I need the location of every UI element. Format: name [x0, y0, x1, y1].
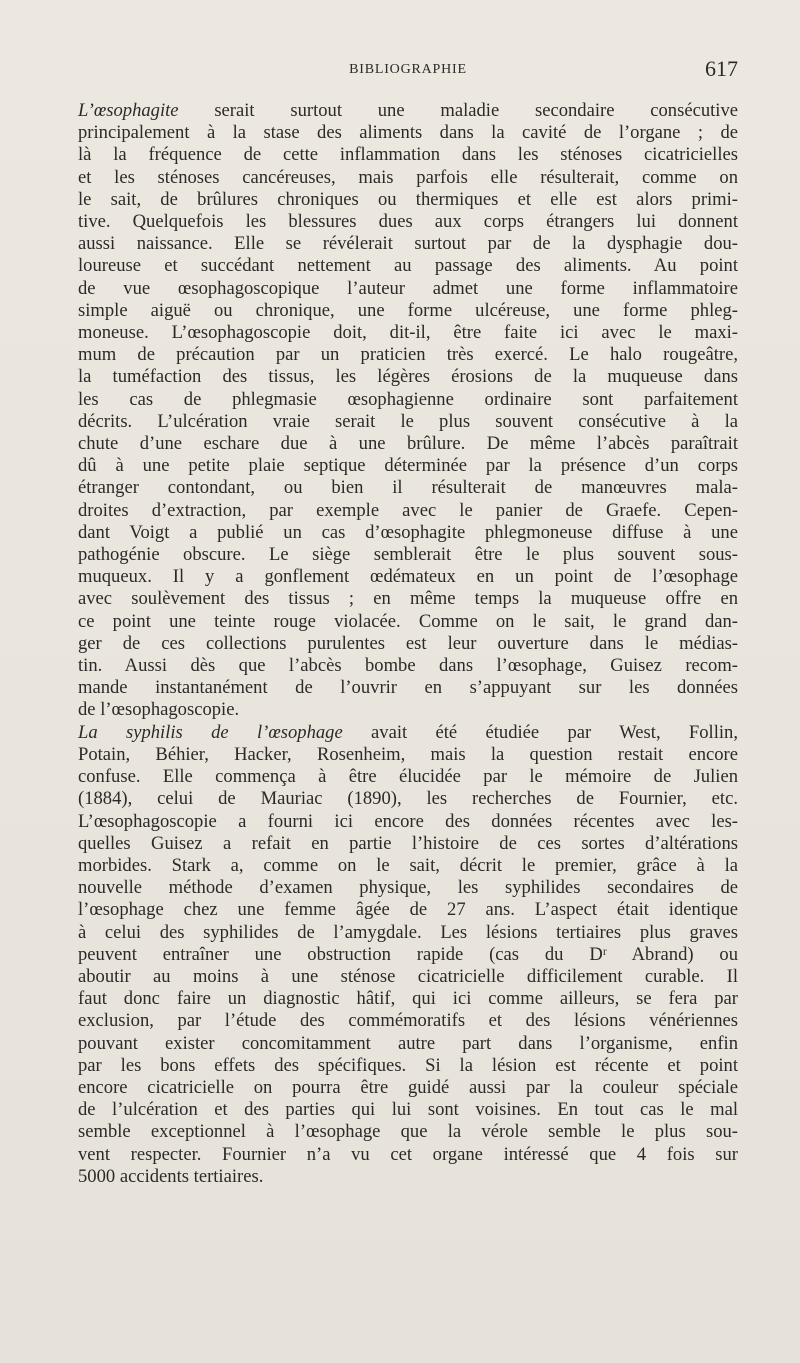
text-line: nouvelle méthode d’examen physique, les syphilides secondaires de	[78, 877, 738, 899]
paragraph-syphilis-oesophage	[78, 722, 738, 1188]
text-line: vent respecter. Fournier n’a vu cet organe intéressé que 4 fois sur	[78, 1143, 738, 1165]
running-head: BIBLIOGRAPHIE	[349, 62, 467, 77]
text-line: par les bons effets des spécifiques. Si la lésion est récente et point	[78, 1054, 738, 1076]
page-number: 617	[705, 56, 738, 81]
text-line: moneuse. L’œsophagoscopie doit, dit-il, être faite ici avec le maxi-	[78, 322, 738, 344]
text-line: dû à une petite plaie septique déterminée par la présence d’un corps	[78, 455, 738, 477]
text-line: ger de ces collections purulentes est leur ouverture dans le médias-	[78, 632, 738, 654]
text-line: à celui des syphilides de l’amygdale. Les lésions tertiaires plus graves	[78, 921, 738, 943]
text-line: loureuse et succédant nettement au passage des aliments. Au point	[78, 255, 738, 277]
text-line: tive. Quelquefois les blessures dues aux corps étrangers lui donnent	[78, 211, 738, 233]
text-line: semble exceptionnel à l’œsophage que la vérole semble le plus sou-	[78, 1121, 738, 1143]
text-line: ce point une teinte rouge violacée. Comme on le sait, le grand dan-	[78, 610, 738, 632]
text-line: muqueux. Il y a gonflement œdémateux en un point de l’œsophage	[78, 566, 738, 588]
text-line: tin. Aussi dès que l’abcès bombe dans l’œsophage, Guisez recom-	[78, 655, 738, 677]
lead-term: La syphilis de l’œsophage	[78, 721, 343, 743]
text-line: étranger contondant, ou bien il résulterait de manœuvres mala-	[78, 477, 738, 499]
text-line: confuse. Elle commença à être élucidée par le mémoire de Julien	[78, 766, 738, 788]
text-line: pouvant exister concomitamment autre part dans l’organisme, enfin	[78, 1032, 738, 1054]
text-line: 5000 accidents tertiaires.	[78, 1165, 264, 1187]
text-line: peuvent entraîner une obstruction rapide (cas du Dʳ Abrand) ou	[78, 943, 738, 965]
text-line: les cas de phlegmasie œsophagienne ordinaire sont parfaitement	[78, 388, 738, 410]
text-line: mande instantanément de l’ouvrir en s’appuyant sur les données	[78, 677, 738, 699]
lead-term: L’œsophagite	[78, 100, 179, 121]
text-line: de l’œsophagoscopie.	[78, 699, 240, 721]
text-line: mum de précaution par un praticien très exercé. Le halo rougeâtre,	[78, 344, 738, 366]
text-line: de vue œsophagoscopique l’auteur admet une forme inflammatoire	[78, 277, 738, 299]
text-line: La syphilis de l’œsophage avait été étudiée par West, Follin,	[78, 721, 739, 743]
text-line: aussi naissance. Elle se révélerait surtout par de la dysphagie dou-	[78, 233, 738, 255]
paragraph-oesophagite	[78, 100, 738, 722]
text-line: droites d’extraction, par exemple avec le panier de Graefe. Cepen-	[78, 499, 738, 521]
text-line: là la fréquence de cette inflammation dans les sténoses cicatricielles	[78, 144, 738, 166]
text-line: avec soulèvement des tissus ; en même temps la muqueuse offre en	[78, 588, 738, 610]
text-line: pathogénie obscure. Le siège semblerait être le plus souvent sous-	[78, 544, 738, 566]
text-line: exclusion, par l’étude des commémoratifs et des lésions vénériennes	[78, 1010, 738, 1032]
text-line: et les sténoses cancéreuses, mais parfois elle résulterait, comme on	[78, 166, 738, 188]
text-line: dant Voigt a publié un cas d’œsophagite phlegmoneuse diffuse à une	[78, 521, 738, 543]
text-line: la tuméfaction des tissus, les légères érosions de la muqueuse dans	[78, 366, 738, 388]
text-line: simple aiguë ou chronique, une forme ulcéreuse, une forme phleg-	[78, 299, 738, 321]
text-line: principalement à la stase des aliments dans la cavité de l’organe ; de	[78, 122, 738, 144]
text-line: L’œsophagite serait surtout une maladie secondaire consécutive	[78, 100, 738, 121]
text-line: faut donc faire un diagnostic hâtif, qui ici comme ailleurs, se fera par	[78, 988, 738, 1010]
text-line: quelles Guisez a refait en partie l’histoire de ces sortes d’altérations	[78, 832, 738, 854]
text-line: morbides. Stark a, comme on le sait, décrit le premier, grâce à la	[78, 854, 738, 876]
text-line: décrits. L’ulcération vraie serait le plus souvent consécutive à la	[78, 410, 738, 432]
text-line: encore cicatricielle on pourra être guidé aussi par la couleur spéciale	[78, 1076, 738, 1098]
text-line: (1884), celui de Mauriac (1890), les recherches de Fournier, etc.	[78, 788, 738, 810]
body-text	[78, 100, 738, 1188]
text-line: aboutir au moins à une sténose cicatricielle difficilement curable. Il	[78, 965, 738, 987]
text-line: le sait, de brûlures chroniques ou thermiques et elle est alors primi-	[78, 188, 738, 210]
text-line: chute d’une eschare due à une brûlure. De même l’abcès paraîtrait	[78, 433, 738, 455]
text-line: de l’ulcération et des parties qui lui sont voisines. En tout cas le mal	[78, 1099, 738, 1121]
text-line: L’œsophagoscopie a fourni ici encore des données récentes avec les-	[78, 810, 738, 832]
page-header	[78, 56, 738, 92]
text-line: Potain, Béhier, Hacker, Rosenheim, mais la question restait encore	[78, 743, 738, 765]
text-line: l’œsophage chez une femme âgée de 27 ans. L’aspect était identique	[78, 899, 738, 921]
